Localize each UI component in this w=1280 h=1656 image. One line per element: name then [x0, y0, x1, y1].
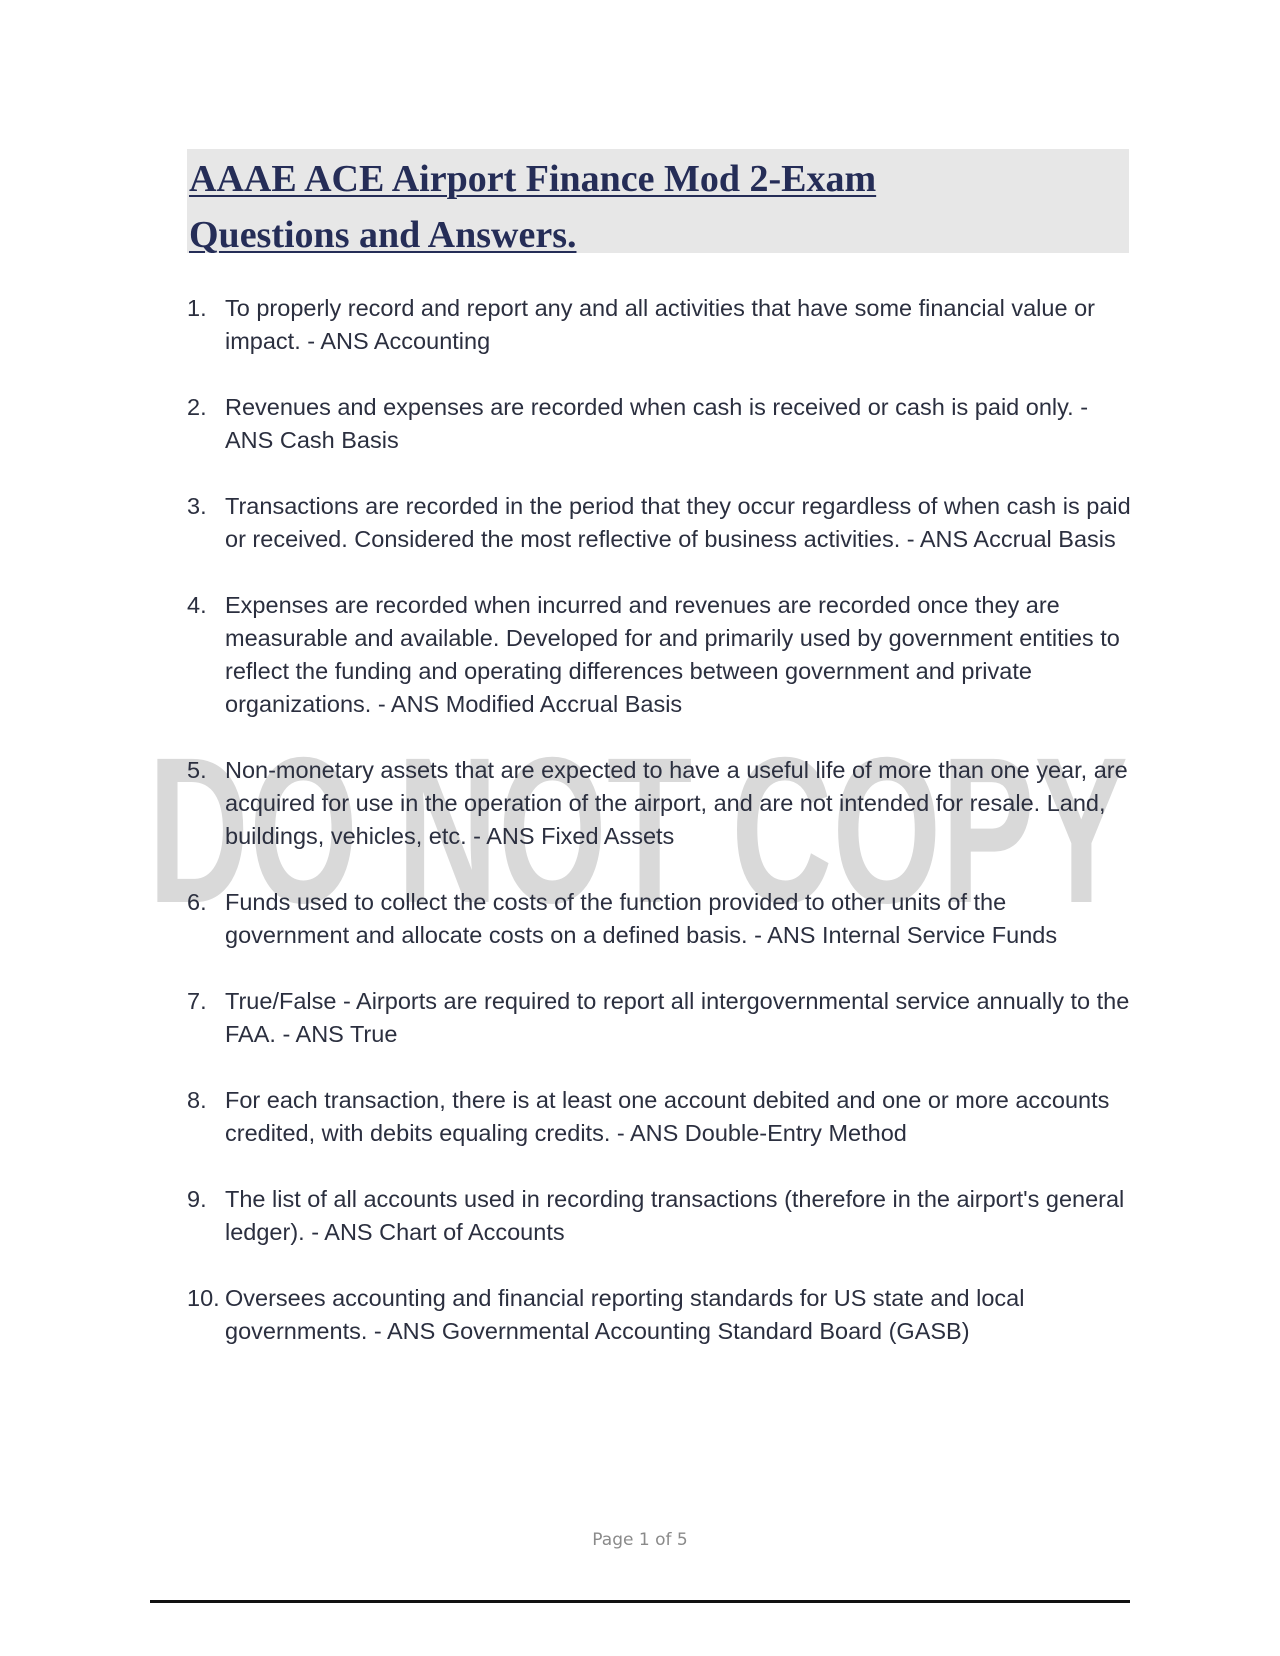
list-item	[187, 1282, 1135, 1348]
item-text: The list of all accounts used in recording transactions (therefore in the airport's general ledger). - ANS Chart of Accounts	[225, 1186, 1125, 1245]
item-text: Transactions are recorded in the period that they occur regardless of when cash is paid or received. Considered the most reflective of business activities. - ANS Accrual Basis	[225, 493, 1131, 552]
title-line-1: AAAE ACE Airport Finance Mod 2-Exam	[189, 158, 877, 200]
item-text: Expenses are recorded when incurred and revenues are recorded once they are measurable and available. Developed for and primarily used by government entities to reflect the funding and operating differences between government and private organizations. - ANS Modified Accrual Basis	[225, 592, 1120, 717]
title-block	[187, 149, 1129, 256]
qa-list	[187, 292, 1135, 1381]
list-item	[187, 886, 1135, 952]
item-number: 3.	[187, 493, 207, 519]
list-item	[187, 985, 1135, 1051]
document-title	[187, 149, 1129, 263]
item-number: 6.	[187, 889, 207, 915]
item-number: 8.	[187, 1087, 207, 1113]
item-text: Funds used to collect the costs of the function provided to other units of the government and allocate costs on a defined basis. - ANS Internal Service Funds	[225, 889, 1058, 948]
item-number: 10.	[187, 1285, 220, 1311]
item-number: 1.	[187, 295, 207, 321]
item-number: 7.	[187, 988, 207, 1014]
item-text: True/False - Airports are required to report all intergovernmental service annually to the FAA. - ANS True	[225, 988, 1130, 1047]
list-item	[187, 1084, 1135, 1150]
list-item	[187, 391, 1135, 457]
list-item	[187, 754, 1135, 853]
item-number: 5.	[187, 757, 207, 783]
item-text: To properly record and report any and all activities that have some financial value or impact. - ANS Accounting	[225, 295, 1095, 354]
item-number: 4.	[187, 592, 207, 618]
list-item	[187, 490, 1135, 556]
footer-divider	[150, 1600, 1130, 1603]
list-item	[187, 589, 1135, 721]
item-text: Non-monetary assets that are expected to have a useful life of more than one year, are acquired for use in the operation of the airport, and are not intended for resale. Land, buildings, vehicles, etc. - ANS Fixed Assets	[225, 757, 1128, 849]
item-number: 2.	[187, 394, 207, 420]
item-text: Revenues and expenses are recorded when cash is received or cash is paid only. - ANS Cash Basis	[225, 394, 1089, 453]
item-text: For each transaction, there is at least one account debited and one or more accounts credited, with debits equaling credits. - ANS Double-Entry Method	[225, 1087, 1110, 1146]
list-item	[187, 1183, 1135, 1249]
watermark-text: DO NOT COPY	[148, 732, 1128, 912]
item-text: Oversees accounting and financial reporting standards for US state and local governments. - ANS Governmental Accounting Standard Board (GASB)	[225, 1285, 1025, 1344]
page-number: Page 1 of 5	[592, 1530, 688, 1550]
title-line-2: Questions and Answers.	[189, 214, 577, 256]
list-item	[187, 292, 1135, 358]
item-number: 9.	[187, 1186, 207, 1212]
